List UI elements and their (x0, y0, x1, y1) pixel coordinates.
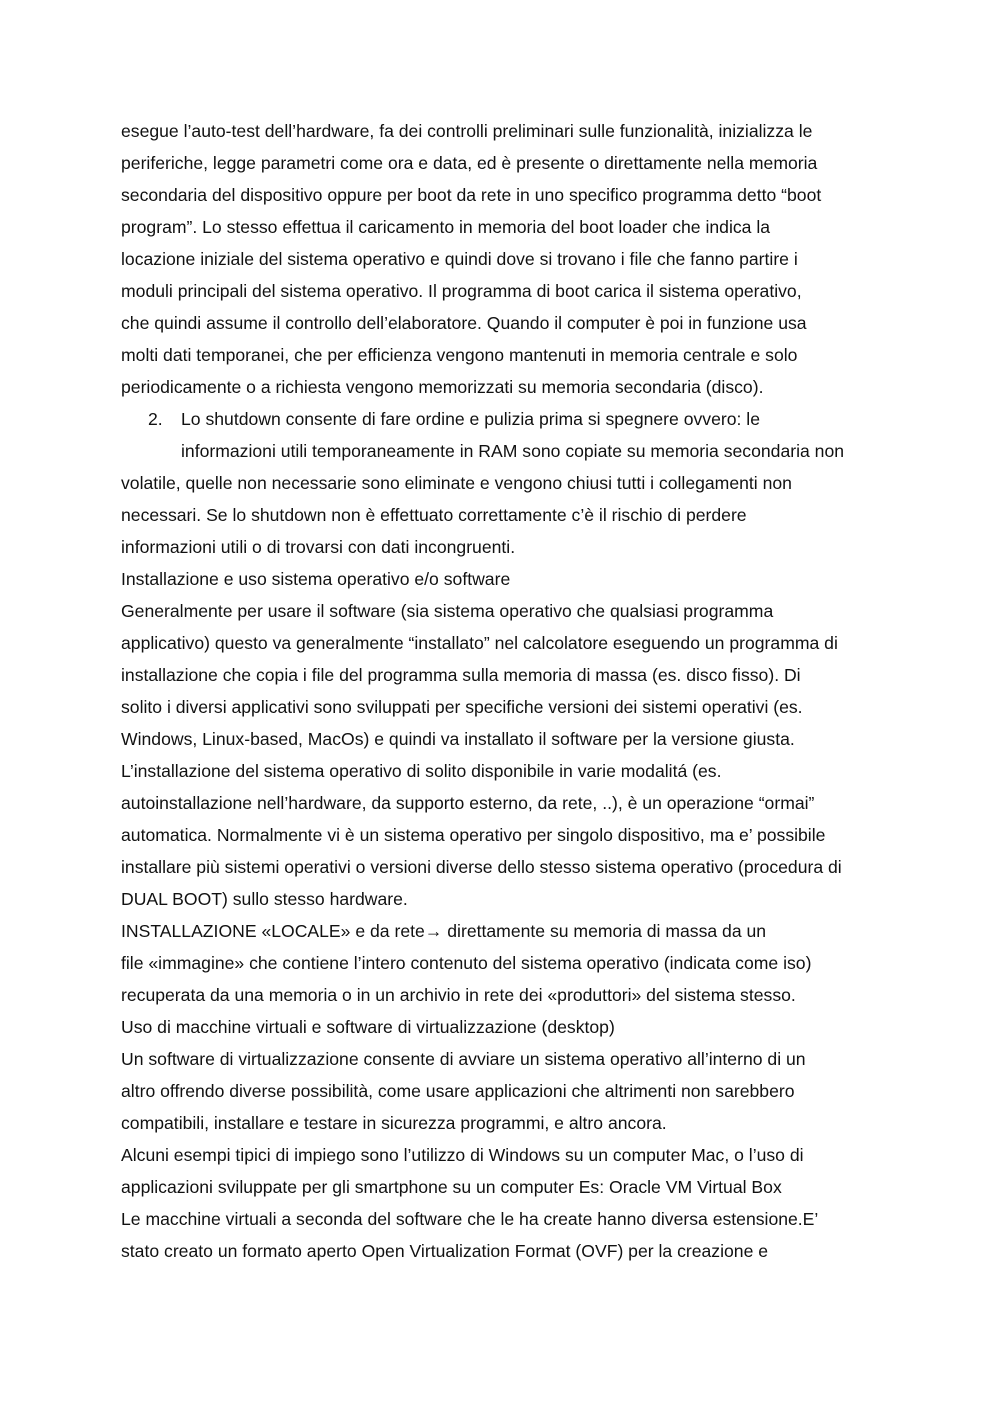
text-line: altro offrendo diverse possibilità, come usare applicazioni che altrimenti non sarebbero (121, 1081, 795, 1101)
text-line: installare più sistemi operativi o versioni diverse dello stesso sistema operativo (procedura di (121, 857, 842, 877)
text-line: esegue l’auto-test dell’hardware, fa dei controlli preliminari sulle funzionalità, inizializza le (121, 121, 813, 141)
list-number: 2. (148, 409, 163, 429)
text-line: DUAL BOOT) sullo stesso hardware. (121, 889, 408, 909)
text-line: secondaria del dispositivo oppure per boot da rete in uno specifico programma detto “boot (121, 185, 822, 205)
text-line: periodicamente o a richiesta vengono memorizzati su memoria secondaria (disco). (121, 377, 764, 397)
text-line: program”. Lo stesso effettua il caricamento in memoria del boot loader che indica la (121, 217, 771, 237)
list-item-line: Lo shutdown consente di fare ordine e pulizia prima si spegnere ovvero: le (181, 409, 760, 429)
text-line: applicazioni sviluppate per gli smartphone su un computer Es: Oracle VM Virtual Box (121, 1177, 782, 1197)
text-line: Generalmente per usare il software (sia sistema operativo che qualsiasi programma (121, 601, 774, 621)
text-line: L’installazione del sistema operativo di solito disponibile in varie modalitá (es. (121, 761, 722, 781)
text-line: stato creato un formato aperto Open Virtualization Format (OVF) per la creazione e (121, 1241, 769, 1261)
text-line: solito i diversi applicativi sono sviluppati per specifiche versioni dei sistemi operativi (es. (121, 697, 803, 717)
section-heading-virtual: Uso di macchine virtuali e software di virtualizzazione (desktop) (121, 1017, 615, 1037)
text-line: INSTALLAZIONE «LOCALE» e da rete→ direttamente su memoria di massa da un (121, 921, 767, 941)
text-line: Windows, Linux-based, MacOs) e quindi va installato il software per la versione giusta. (121, 729, 795, 749)
list-item-line: necessari. Se lo shutdown non è effettuato correttamente c’è il rischio di perdere (121, 505, 747, 525)
text-line: Le macchine virtuali a seconda del software che le ha create hanno diversa estensione.E’ (121, 1209, 819, 1229)
text-line: compatibili, installare e testare in sicurezza programmi, e altro ancora. (121, 1113, 667, 1133)
text-line: autoinstallazione nell’hardware, da supporto esterno, da rete, ..), è un operazione “ormai” (121, 793, 815, 813)
text-line: che quindi assume il controllo dell’elaboratore. Quando il computer è poi in funzione usa (121, 313, 807, 333)
text-line: Alcuni esempi tipici di impiego sono l’utilizzo di Windows su un computer Mac, o l’uso di (121, 1145, 804, 1165)
list-item-line: volatile, quelle non necessarie sono eliminate e vengono chiusi tutti i collegamenti non (121, 473, 792, 493)
text-line: Un software di virtualizzazione consente di avviare un sistema operativo all’interno di un (121, 1049, 806, 1069)
list-item-line: informazioni utili o di trovarsi con dati incongruenti. (121, 537, 516, 557)
text-line: automatica. Normalmente vi è un sistema operativo per singolo dispositivo, ma e’ possibile (121, 825, 826, 845)
text-line: applicativo) questo va generalmente “installato” nel calcolatore eseguendo un programma di (121, 633, 838, 653)
text-line: recuperata da una memoria o in un archivio in rete dei «produttori» del sistema stesso. (121, 985, 796, 1005)
list-item-line: informazioni utili temporaneamente in RAM sono copiate su memoria secondaria non (181, 441, 845, 461)
section-heading-install: Installazione e uso sistema operativo e/o software (121, 569, 511, 589)
text-line: periferiche, legge parametri come ora e data, ed è presente o direttamente nella memoria (121, 153, 818, 173)
text-line: installazione che copia i file del programma sulla memoria di massa (es. disco fisso). Di (121, 665, 801, 685)
text-line: file «immagine» che contiene l’intero contenuto del sistema operativo (indicata come iso) (121, 953, 812, 973)
text-line: moduli principali del sistema operativo. Il programma di boot carica il sistema operativo, (121, 281, 802, 301)
text-line: molti dati temporanei, che per efficienza vengono mantenuti in memoria centrale e solo (121, 345, 798, 365)
text-line: locazione iniziale del sistema operativo e quindi dove si trovano i file che fanno partire i (121, 249, 798, 269)
